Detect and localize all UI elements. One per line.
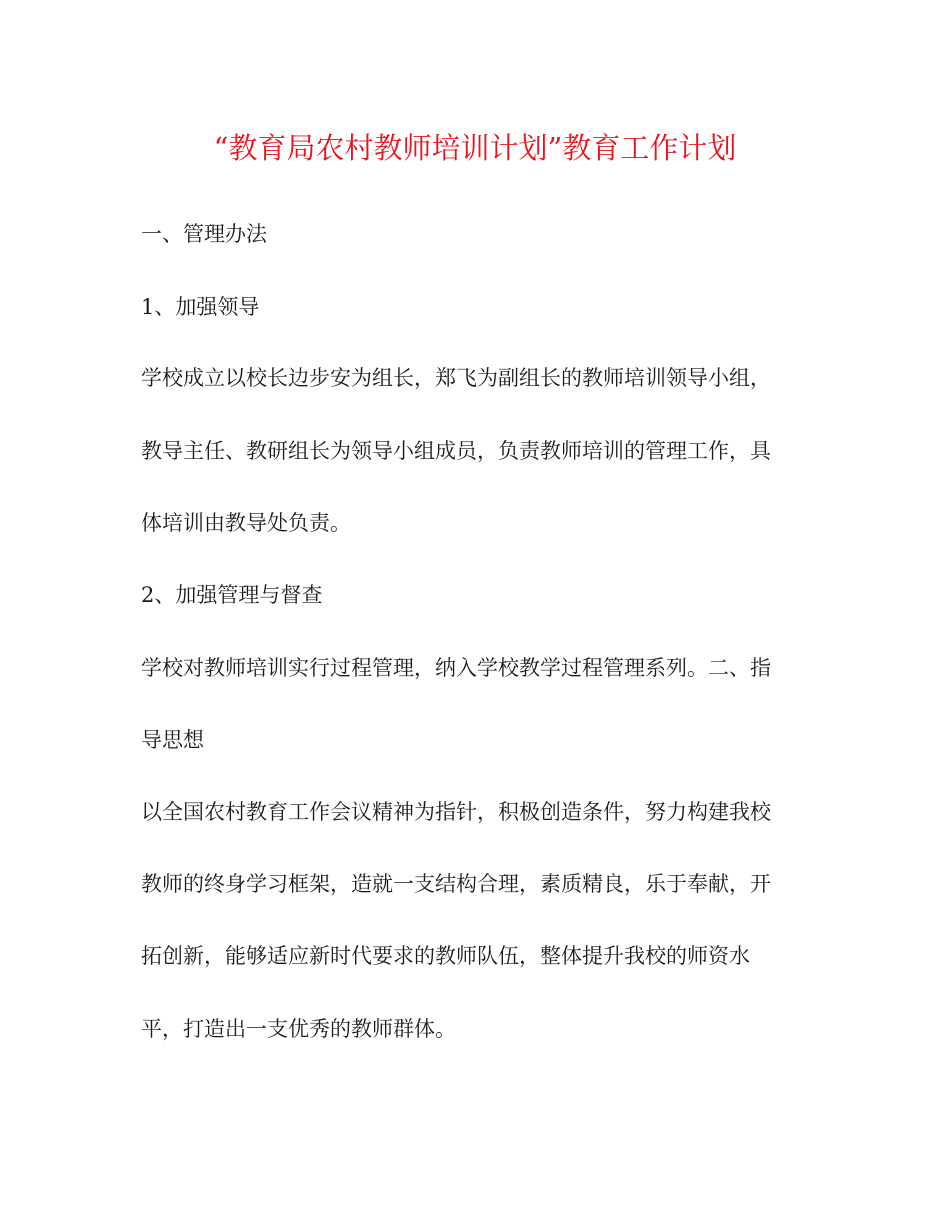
paragraph-line: 教师的终身学习框架，造就一支结构合理，素质精良，乐于奉献，开	[141, 872, 771, 896]
subheading-leadership: 1、加强领导	[141, 295, 260, 319]
paragraph-line: 以全国农村教育工作会议精神为指针，积极创造条件，努力构建我校	[141, 800, 771, 824]
paragraph-line: 学校成立以校长边步安为组长，郑飞为副组长的教师培训领导小组，	[141, 366, 771, 390]
paragraph-line: 教导主任、教研组长为领导小组成员，负责教师培训的管理工作，具	[141, 439, 771, 463]
paragraph-line: 平，打造出一支优秀的教师群体。	[141, 1017, 456, 1041]
paragraph-line: 学校对教师培训实行过程管理，纳入学校教学过程管理系列。二、指	[141, 656, 771, 680]
section-heading-management: 一、管理办法	[141, 222, 267, 246]
subheading-supervision: 2、加强管理与督查	[141, 583, 323, 607]
paragraph-line: 拓创新，能够适应新时代要求的教师队伍，整体提升我校的师资水	[141, 944, 750, 968]
paragraph-line: 体培训由教导处负责。	[141, 511, 351, 535]
paragraph-line: 导思想	[141, 728, 204, 752]
document-title: “教育局农村教师培训计划”教育工作计划	[213, 131, 737, 165]
